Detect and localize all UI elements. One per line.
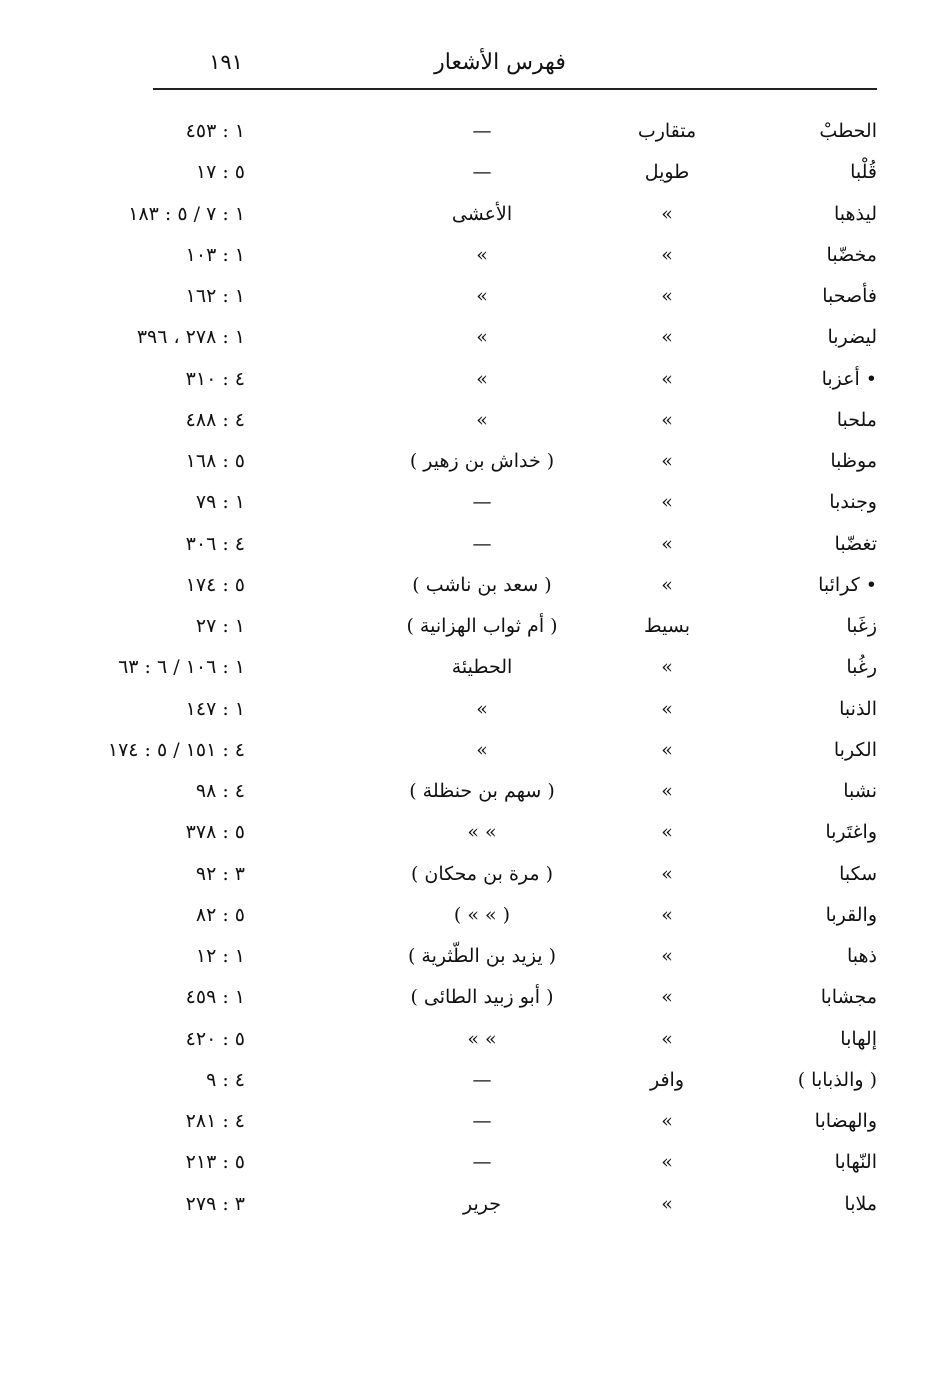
meter: » [661, 243, 673, 266]
poetry-index-table [0, 112, 927, 1226]
rhyme-word: ملحبا [836, 408, 877, 431]
reference: ٥ : ٣٧٨ [185, 821, 245, 844]
poet: » [476, 697, 488, 720]
rhyme-word: والهضابا [814, 1110, 877, 1132]
rhyme-word: ملابا [844, 1192, 877, 1215]
reference: ٤ : ٤٨٨ [185, 408, 245, 431]
poet: » [476, 367, 488, 390]
reference: ١ : ٤٥٣ [185, 120, 245, 142]
meter: » [661, 986, 673, 1009]
table-row [0, 525, 927, 566]
meter: » [661, 202, 673, 225]
poet: » [476, 326, 488, 349]
table-row [0, 607, 927, 648]
poet: » » [467, 821, 497, 844]
table-row [0, 731, 927, 772]
table-row [0, 1020, 927, 1061]
meter: » [661, 945, 673, 967]
table-row [0, 855, 927, 896]
table-row [0, 1102, 927, 1143]
meter: » [661, 862, 673, 885]
rhyme-word: إلهابا [840, 1027, 877, 1050]
reference: ٥ : ٤٢٠ [185, 1027, 245, 1050]
table-row [0, 112, 927, 153]
meter: » [661, 285, 673, 307]
rhyme-word: سكبا [839, 862, 877, 885]
reference: ١ : ١٤٧ [185, 697, 245, 720]
poet: الحطيئة [451, 656, 513, 679]
poet: — [472, 1110, 492, 1132]
rhyme-word: نشبا [843, 780, 877, 802]
poet: — [472, 161, 492, 184]
poet: » [476, 738, 488, 761]
table-row [0, 401, 927, 442]
poet: » [476, 408, 488, 431]
poet: — [472, 491, 492, 514]
poet: — [472, 1068, 492, 1091]
poet: » » [467, 1027, 497, 1050]
table-row [0, 1185, 927, 1226]
page-number: ١٩١ [209, 50, 243, 74]
table-row [0, 153, 927, 194]
rhyme-word: قُلْبا [850, 161, 877, 184]
rhyme-word: ذهبا [846, 945, 877, 967]
meter: » [661, 367, 673, 390]
reference: ١ : ٤٥٩ [185, 986, 245, 1009]
meter: » [661, 780, 673, 802]
rhyme-word: النّهابا [834, 1151, 877, 1174]
reference: ٤ : ٣١٠ [185, 367, 245, 390]
meter: بسيط [643, 615, 690, 637]
reference: ١ : ١٠٣ [185, 243, 245, 266]
rhyme-word: الذنبا [839, 697, 877, 720]
meter: » [661, 326, 673, 349]
table-row [0, 277, 927, 318]
rhyme-word: موظبا [830, 450, 877, 472]
reference: ٥ : ١٧ [195, 161, 245, 184]
reference: ١ : ١٢ [195, 945, 245, 967]
meter: » [661, 408, 673, 431]
poet: ( مرة بن محكان ) [410, 862, 554, 885]
meter: » [661, 1110, 673, 1132]
reference: ٤ : ٣٠٦ [185, 532, 245, 555]
table-row [0, 360, 927, 401]
reference: ٤ : ١٥١ / ٥ : ١٧٤ [107, 738, 245, 761]
reference: ١ : ٧٩ [195, 491, 245, 514]
reference: ٥ : ١٦٨ [185, 450, 245, 472]
poet: » [476, 285, 488, 307]
meter: متقارب [637, 120, 697, 142]
rhyme-word: • كرائبا [818, 573, 877, 596]
meter: طويل [644, 161, 690, 184]
poet: ( » » ) [453, 903, 511, 926]
rhyme-word: واغتَربا [825, 821, 877, 844]
reference: ٥ : ١٧٤ [185, 573, 245, 596]
poet: الأعشى [451, 202, 513, 225]
poet: ( خداش بن زهير ) [409, 450, 555, 472]
table-row [0, 772, 927, 813]
rhyme-word: رغُبا [846, 656, 877, 679]
meter: » [661, 491, 673, 514]
reference: ١ : ١٠٦ / ٦ : ٦٣ [118, 656, 245, 679]
rhyme-word: زغَبا [846, 615, 877, 637]
poet: ( يزيد بن الطّثرية ) [407, 945, 557, 967]
table-row [0, 483, 927, 524]
meter: وافر [649, 1068, 685, 1091]
table-row [0, 813, 927, 854]
meter: » [661, 738, 673, 761]
rhyme-word: الحطبْ [819, 120, 877, 142]
meter: » [661, 450, 673, 472]
reference: ٤ : ٩٨ [195, 780, 245, 802]
meter: » [661, 1151, 673, 1174]
poet: جرير [463, 1192, 501, 1215]
reference: ١ : ١٦٢ [185, 285, 245, 307]
reference: ٤ : ٢٨١ [185, 1110, 245, 1132]
reference: ١ : ٢٧ [195, 615, 245, 637]
poet: ( أم ثواب الهزانية ) [406, 615, 558, 637]
rhyme-word: ليذهبا [833, 202, 877, 225]
meter: » [661, 1027, 673, 1050]
table-row [0, 1061, 927, 1102]
poet: ( سعد بن ناشب ) [412, 573, 552, 596]
poet: » [476, 243, 488, 266]
meter: » [661, 573, 673, 596]
meter: » [661, 821, 673, 844]
reference: ٤ : ٩ [206, 1068, 245, 1091]
poet: ( أبو زبيد الطائى ) [410, 986, 554, 1009]
reference: ١ : ٢٧٨ ، ٣٩٦ [136, 326, 245, 349]
rhyme-word: مخضّبا [826, 243, 877, 266]
table-row [0, 937, 927, 978]
rhyme-word: والقربا [825, 903, 877, 926]
table-row [0, 318, 927, 359]
rhyme-word: وجندبا [829, 491, 877, 514]
table-row [0, 442, 927, 483]
table-row [0, 195, 927, 236]
meter: » [661, 903, 673, 926]
rhyme-word: • أعزبا [821, 367, 877, 390]
meter: » [661, 656, 673, 679]
rhyme-word: مجشابا [820, 986, 877, 1009]
poet: — [472, 1151, 492, 1174]
page-title: فهرس الأشعار [434, 50, 566, 75]
reference: ٣ : ٢٧٩ [185, 1192, 245, 1215]
rhyme-word: ( والذبابا ) [797, 1068, 877, 1091]
reference: ٣ : ٩٢ [195, 862, 245, 885]
rhyme-word: فأصحبا [822, 285, 877, 307]
reference: ٥ : ٨٢ [195, 903, 245, 926]
table-row [0, 896, 927, 937]
poet: — [472, 532, 492, 555]
table-row [0, 648, 927, 689]
table-row [0, 1143, 927, 1184]
reference: ٥ : ٢١٣ [185, 1151, 245, 1174]
table-row [0, 690, 927, 731]
table-row [0, 236, 927, 277]
poet: — [472, 120, 492, 142]
meter: » [661, 697, 673, 720]
meter: » [661, 532, 673, 555]
reference: ١ : ٧ / ٥ : ١٨٣ [128, 202, 245, 225]
table-row [0, 978, 927, 1019]
meter: » [661, 1192, 673, 1215]
rhyme-word: ليضربا [827, 326, 877, 349]
table-row [0, 566, 927, 607]
header-divider [153, 88, 877, 90]
rhyme-word: الكربا [833, 738, 877, 761]
poet: ( سهم بن حنظلة ) [409, 780, 555, 802]
rhyme-word: تغضّبا [834, 532, 877, 555]
